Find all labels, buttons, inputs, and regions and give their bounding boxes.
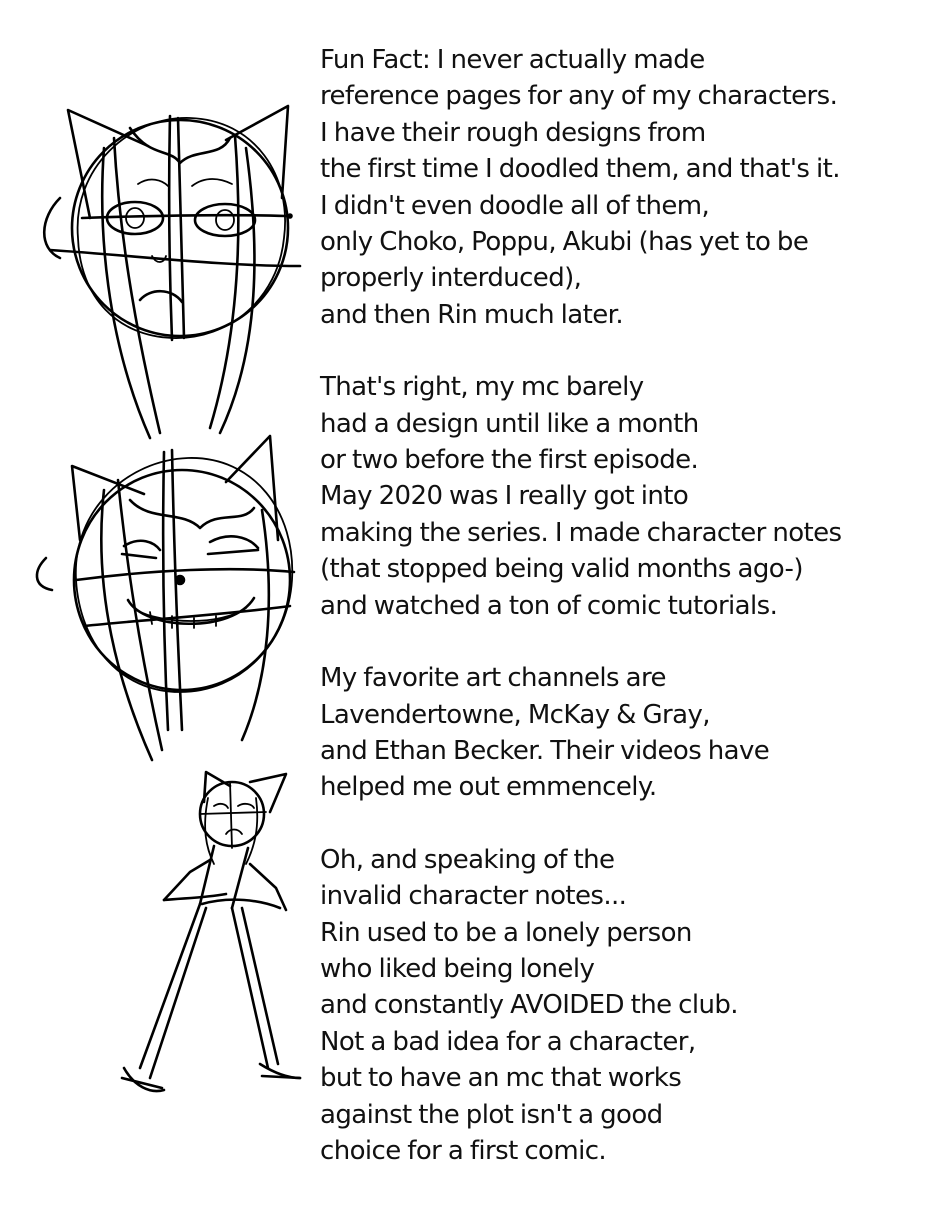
text-line: Lavendertowne, McKay & Gray, xyxy=(320,699,710,730)
text-line: and watched a ton of comic tutorials. xyxy=(320,590,778,621)
text-line: had a design until like a month xyxy=(320,408,699,439)
text-line: That's right, my mc barely xyxy=(320,372,644,403)
text-line: against the plot isn't a good xyxy=(320,1099,663,1130)
text-line: but to have an mc that works xyxy=(320,1063,682,1094)
text-line: only Choko, Poppu, Akubi (has yet to be xyxy=(320,227,809,258)
paragraph-character-notes xyxy=(320,842,920,1170)
text-column xyxy=(320,42,920,1205)
head-sketch-neutral xyxy=(20,88,310,448)
text-line: and then Rin much later. xyxy=(320,299,623,330)
text-line: I have their rough designs from xyxy=(320,117,706,148)
text-line: invalid character notes... xyxy=(320,881,627,912)
text-line: and Ethan Becker. Their videos have xyxy=(320,735,770,766)
paragraph-reference-pages xyxy=(320,42,920,333)
head-sketch-grinning xyxy=(32,430,312,760)
text-line: May 2020 was I really got into xyxy=(320,481,689,512)
text-line: Fun Fact: I never actually made xyxy=(320,45,705,75)
text-line: My favorite art channels are xyxy=(320,663,666,694)
text-line: properly interduced), xyxy=(320,263,582,294)
paragraph-mc-design xyxy=(320,369,920,624)
text-line: reference pages for any of my characters. xyxy=(320,81,838,112)
text-line: I didn't even doodle all of them, xyxy=(320,190,710,221)
text-line: Not a bad idea for a character, xyxy=(320,1026,696,1057)
text-line: the first time I doodled them, and that's it. xyxy=(320,154,840,185)
text-line: who liked being lonely xyxy=(320,953,595,984)
text-line: Oh, and speaking of the xyxy=(320,844,615,875)
text-line: and constantly AVOIDED the club. xyxy=(320,990,738,1021)
paragraph-art-channels xyxy=(320,660,920,806)
figure-sketch-standing xyxy=(110,768,310,1108)
text-line: or two before the first episode. xyxy=(320,445,699,476)
text-line: choice for a first comic. xyxy=(320,1135,607,1166)
text-line: making the series. I made character notes xyxy=(320,517,842,548)
text-line: Rin used to be a lonely person xyxy=(320,917,692,948)
text-line: helped me out emmencely. xyxy=(320,772,657,803)
text-line: (that stopped being valid months ago-) xyxy=(320,554,803,585)
